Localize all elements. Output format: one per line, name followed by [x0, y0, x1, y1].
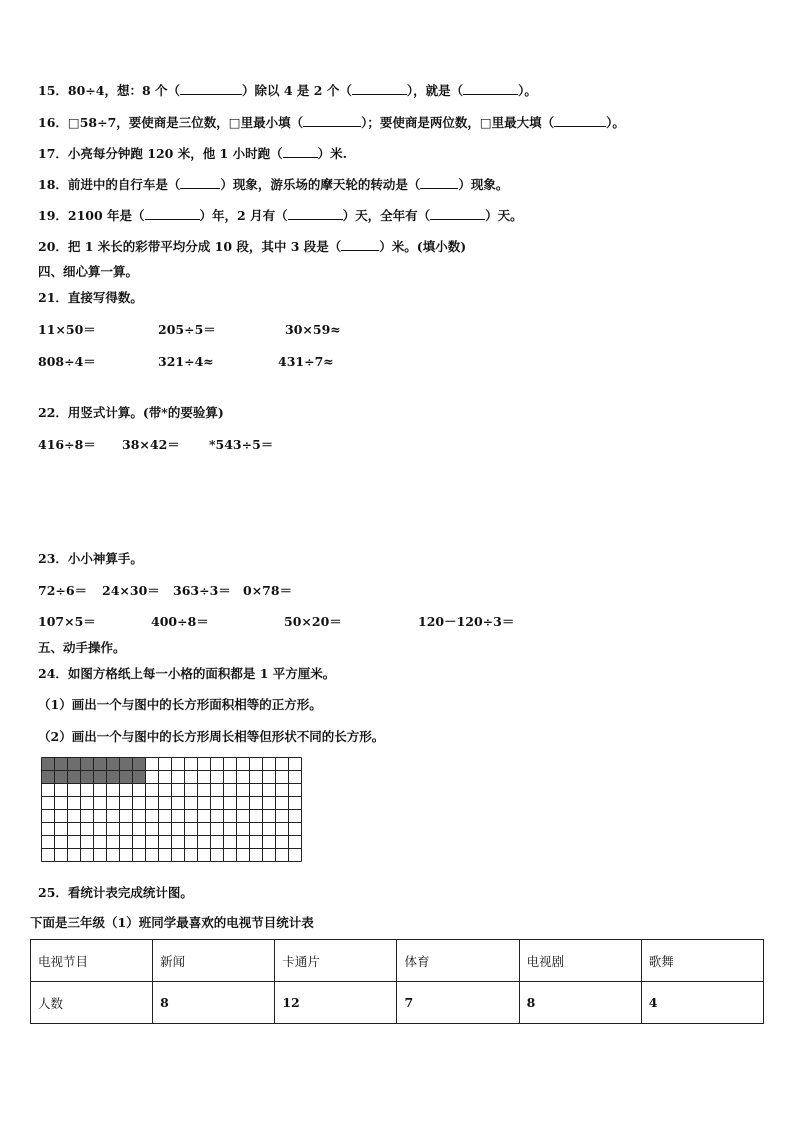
q17-text-b: ）米. — [317, 146, 347, 161]
question-15 — [38, 83, 537, 99]
table-cell: 歌舞 — [641, 940, 763, 982]
answer-blank[interactable] — [420, 177, 458, 189]
q23-expr: 50×20＝ — [284, 614, 342, 629]
table-cell: 4 — [641, 982, 763, 1024]
q22-expr: 38×42＝ — [122, 437, 180, 452]
answer-blank[interactable] — [352, 83, 407, 95]
q15-text-b: ）除以 4 是 2 个（ — [242, 83, 352, 98]
answer-blank[interactable] — [288, 208, 343, 220]
q23-expr: 107×5＝ — [38, 614, 96, 629]
table-cell: 12 — [275, 982, 397, 1024]
q19-text-c: ）天，全年有（ — [342, 208, 431, 223]
question-17 — [38, 146, 347, 162]
answer-blank[interactable] — [341, 239, 379, 251]
question-20 — [38, 239, 466, 255]
q18-text-c: ）现象。 — [458, 177, 509, 192]
q24-part-2: （2）画出一个与图中的长方形周长相等但形状不同的长方形。 — [38, 729, 385, 744]
table-cell: 8 — [519, 982, 641, 1024]
q21-expr: 205÷5＝ — [158, 322, 216, 337]
q18-text-b: ）现象，游乐场的摩天轮的转动是（ — [220, 177, 421, 192]
answer-blank[interactable] — [180, 83, 242, 95]
table-cell: 电视节目 — [31, 940, 153, 982]
q21-expr: 30×59≈ — [285, 322, 341, 337]
table-cell: 新闻 — [153, 940, 275, 982]
q19-text-a: 19．2100 年是（ — [38, 208, 145, 223]
answer-blank[interactable] — [283, 146, 318, 158]
answer-blank[interactable] — [463, 83, 518, 95]
tv-program-stats-table — [30, 939, 764, 1024]
table-cell: 体育 — [397, 940, 519, 982]
q23-expr: 24×30＝ — [102, 583, 160, 598]
grid-paper[interactable] — [41, 757, 303, 867]
q20-text-a: 20．把 1 米长的彩带平均分成 10 段，其中 3 段是（ — [38, 239, 342, 254]
table-cell: 8 — [153, 982, 275, 1024]
q16-text-b: ）；要使商是两位数，□里最大填（ — [361, 115, 555, 130]
answer-blank[interactable] — [430, 208, 485, 220]
question-25-title: 25．看统计表完成统计图。 — [38, 885, 193, 900]
q19-text-d: ）天。 — [485, 208, 523, 223]
table-cell: 人数 — [31, 982, 153, 1024]
q15-text-a: 15．80÷4，想：8 个（ — [38, 83, 181, 98]
q22-expr: *543÷5＝ — [209, 437, 274, 452]
table-cell: 7 — [397, 982, 519, 1024]
q24-part-1: （1）画出一个与图中的长方形面积相等的正方形。 — [38, 697, 322, 712]
table-caption: 下面是三年级（1）班同学最喜欢的电视节目统计表 — [30, 915, 314, 930]
question-21-title: 21．直接写得数。 — [38, 290, 143, 305]
q21-expr: 431÷7≈ — [278, 354, 334, 369]
q15-text-c: ），就是（ — [406, 83, 464, 98]
q16-text-c: ）。 — [606, 115, 625, 130]
question-18 — [38, 177, 508, 193]
answer-blank[interactable] — [554, 115, 606, 127]
q20-text-b: ）米。(填小数) — [379, 239, 467, 254]
q22-expr: 416÷8＝ — [38, 437, 96, 452]
question-19 — [38, 208, 523, 224]
q21-expr: 321÷4≈ — [158, 354, 214, 369]
q21-expr: 11×50＝ — [38, 322, 96, 337]
table-row — [31, 982, 764, 1024]
question-24-title: 24．如图方格纸上每一小格的面积都是 1 平方厘米。 — [38, 666, 336, 681]
q17-text-a: 17．小亮每分钟跑 120 米，他 1 小时跑（ — [38, 146, 283, 161]
q23-expr: 120－120÷3＝ — [418, 614, 515, 629]
answer-blank[interactable] — [180, 177, 220, 189]
q16-text-a: 16．□58÷7，要使商是三位数，□里最小填（ — [38, 115, 304, 130]
q18-text-a: 18．前进中的自行车是（ — [38, 177, 181, 192]
question-16 — [38, 115, 625, 131]
section-4-heading: 四、细心算一算。 — [38, 264, 139, 279]
q23-expr: 72÷6＝ — [38, 583, 88, 598]
answer-blank[interactable] — [303, 115, 361, 127]
section-5-heading: 五、动手操作。 — [38, 640, 126, 655]
table-row — [31, 940, 764, 982]
q23-expr: 363÷3＝ — [173, 583, 231, 598]
table-cell: 卡通片 — [275, 940, 397, 982]
q15-text-d: ）。 — [518, 83, 537, 98]
question-22-title: 22．用竖式计算。(带*的要验算) — [38, 405, 224, 420]
question-23-title: 23．小小神算手。 — [38, 551, 143, 566]
table-cell: 电视剧 — [519, 940, 641, 982]
answer-blank[interactable] — [145, 208, 200, 220]
q19-text-b: ）年，2 月有（ — [199, 208, 288, 223]
q23-expr: 400÷8＝ — [151, 614, 209, 629]
q21-expr: 808÷4＝ — [38, 354, 96, 369]
q23-expr: 0×78＝ — [243, 583, 293, 598]
